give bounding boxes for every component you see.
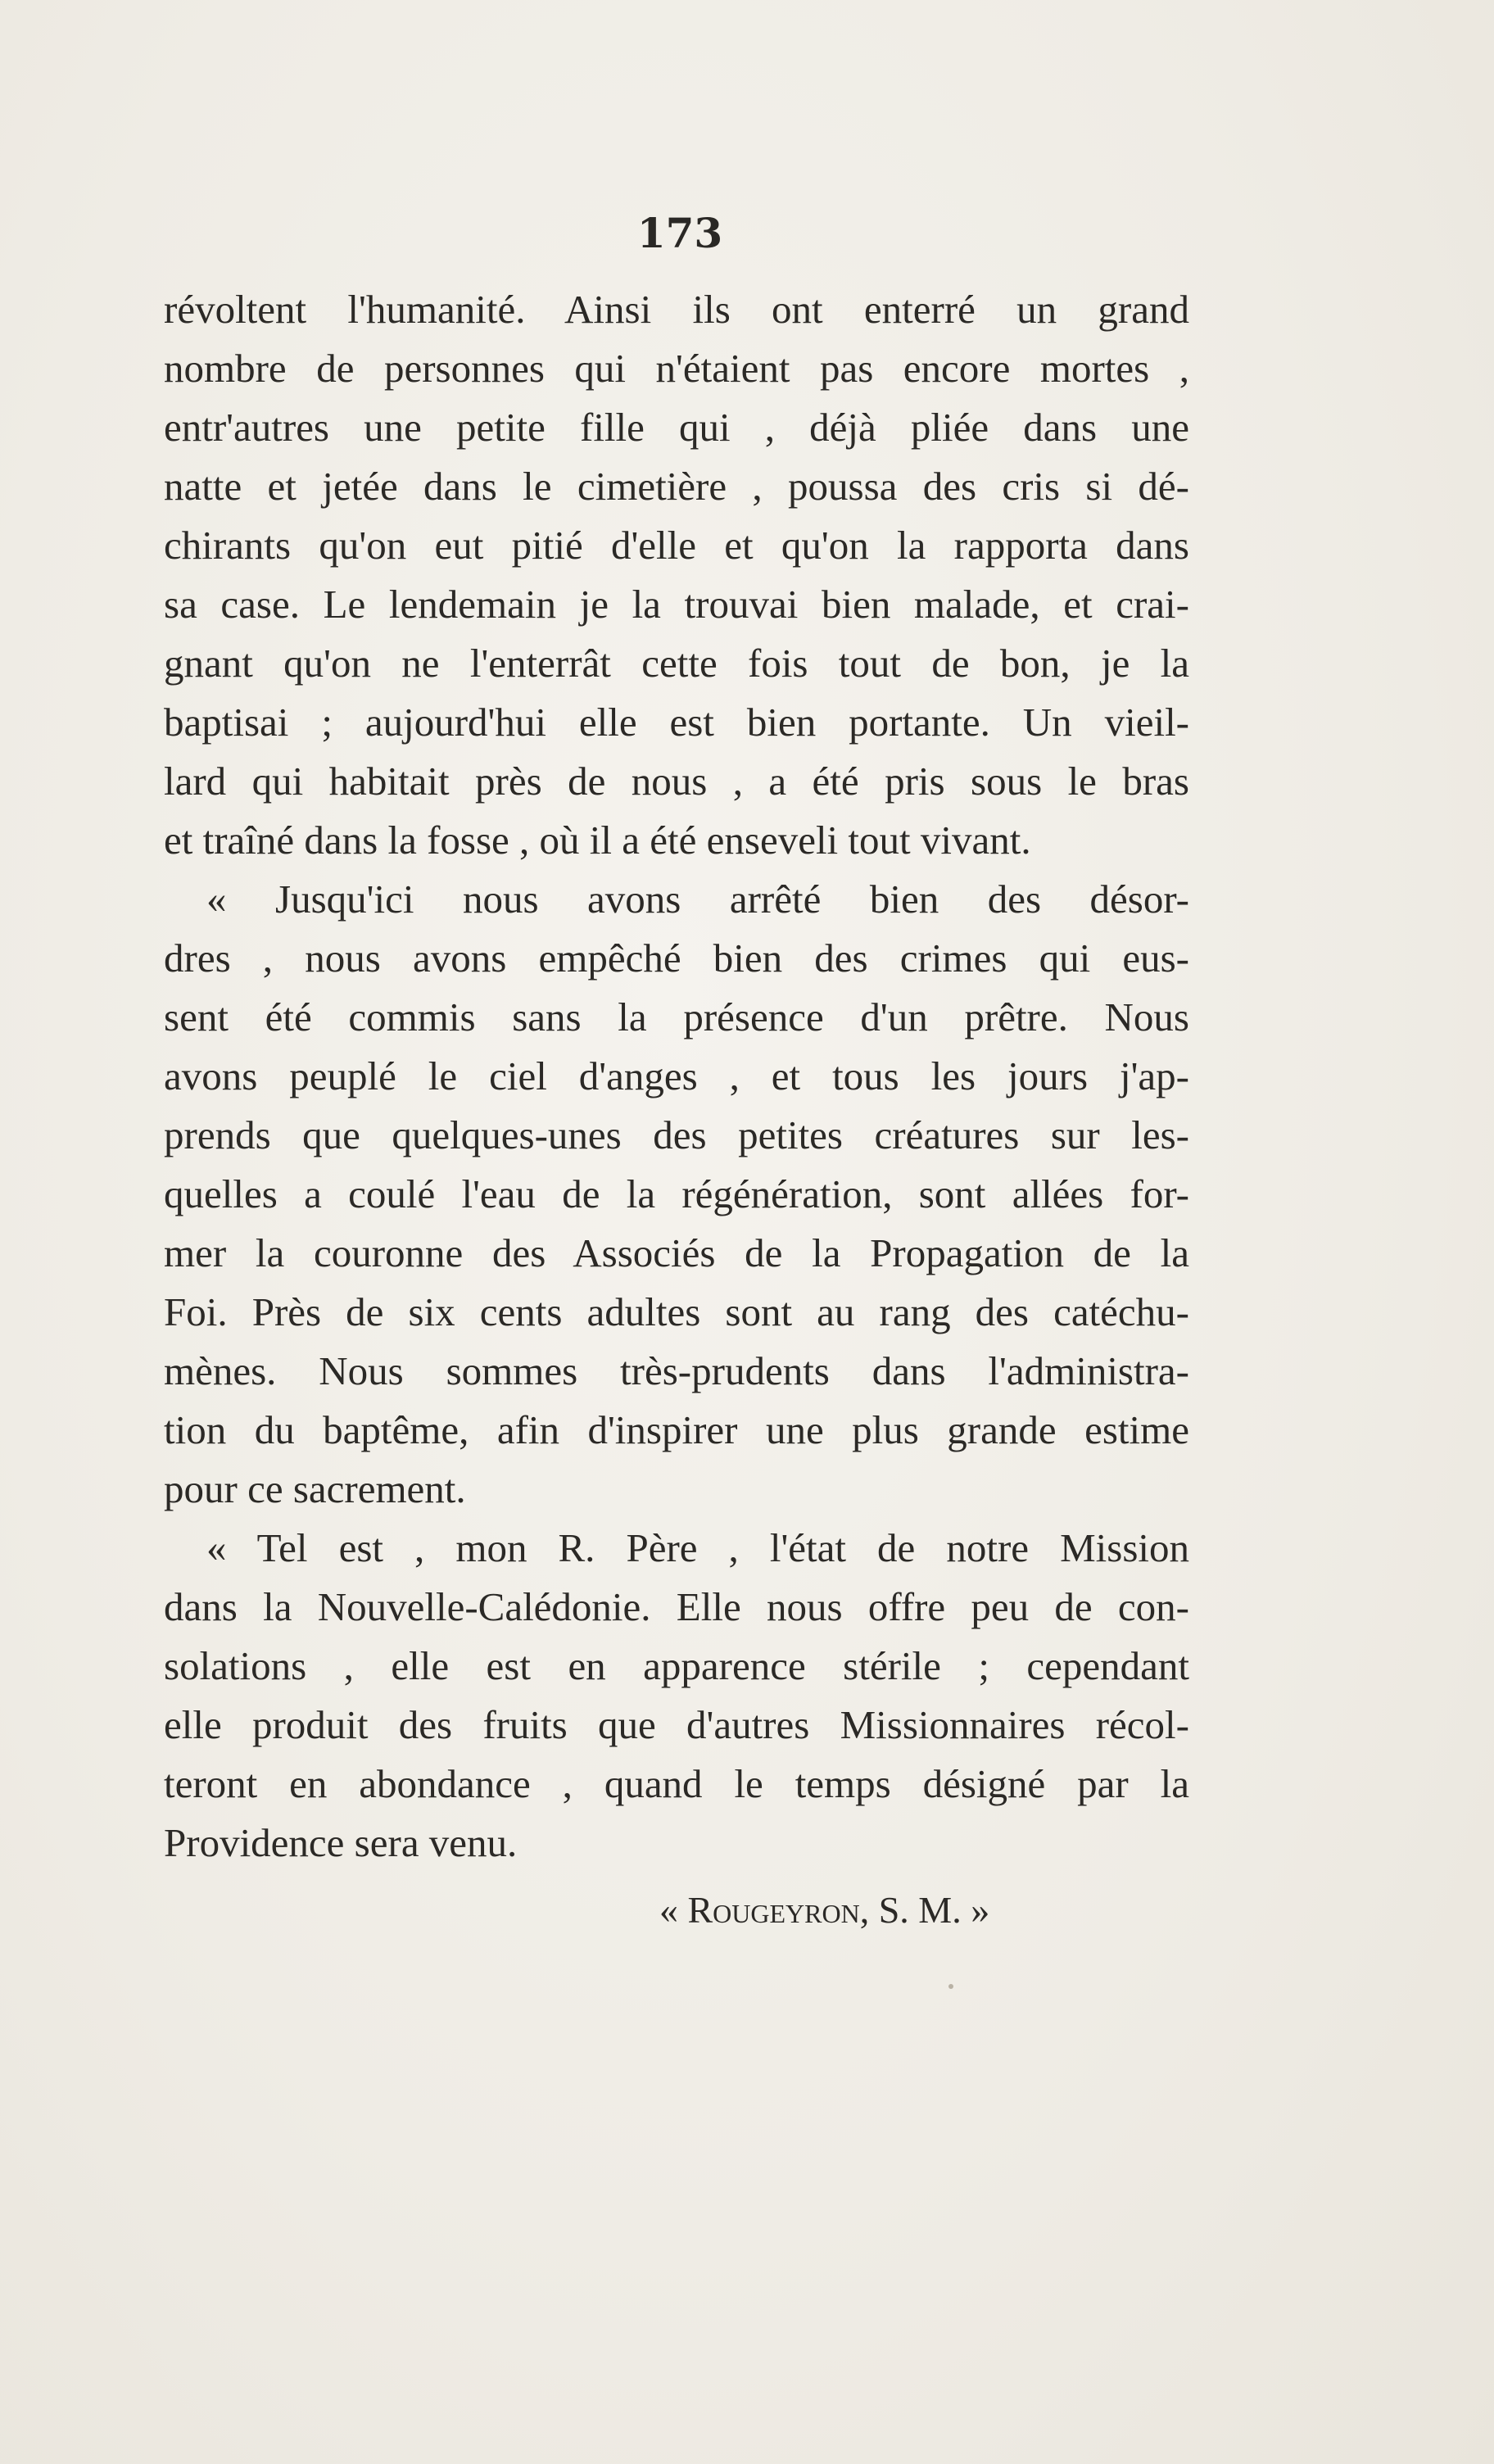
text-line: elle produit des fruits que d'autres Missionnaires récol- [164, 1702, 1189, 1747]
text-line: et traîné dans la fosse , où il a été enseveli tout vivant. [164, 818, 1031, 863]
text-line: nombre de personnes qui n'étaient pas encore mortes , [164, 346, 1189, 391]
page-number: 173 [636, 209, 723, 257]
text-line: natte et jetée dans le cimetière , poussa des cris si dé- [164, 464, 1189, 509]
signature: « Rougeyron, S. M. » [659, 1889, 990, 1931]
text-line: mer la couronne des Associés de la Propagation de la [164, 1230, 1189, 1275]
text-line: sa case. Le lendemain je la trouvai bien malade, et crai- [164, 582, 1189, 627]
text-line: dans la Nouvelle-Calédonie. Elle nous offre peu de con- [164, 1584, 1189, 1629]
text-line: sent été commis sans la présence d'un prêtre. Nous [164, 994, 1189, 1040]
text-line: quelles a coulé l'eau de la régénération, sont allées for- [164, 1171, 1189, 1216]
text-line: Foi. Près de six cents adultes sont au rang des catéchu- [164, 1289, 1189, 1334]
text-line: prends que quelques-unes des petites créatures sur les- [164, 1112, 1189, 1157]
text-line: chirants qu'on eut pitié d'elle et qu'on la rapporta dans [164, 523, 1189, 568]
text-line: teront en abondance , quand le temps désigné par la [164, 1761, 1189, 1806]
text-line: révoltent l'humanité. Ainsi ils ont enterré un grand [164, 287, 1189, 332]
text-line: pour ce sacrement. [164, 1466, 466, 1511]
text-line: entr'autres une petite fille qui , déjà pliée dans une [164, 405, 1189, 450]
text-line: gnant qu'on ne l'enterrât cette fois tout de bon, je la [164, 641, 1189, 686]
text-line: « Tel est , mon R. Père , l'état de notre Mission [206, 1525, 1189, 1570]
text-line: lard qui habitait près de nous , a été pris sous le bras [164, 759, 1189, 804]
text-line: dres , nous avons empêché bien des crimes qui eus- [164, 935, 1189, 981]
text-line: mènes. Nous sommes très-prudents dans l'administra- [164, 1348, 1189, 1393]
text-line: baptisai ; aujourd'hui elle est bien portante. Un vieil- [164, 700, 1189, 745]
text-line: tion du baptême, afin d'inspirer une plus grande estime [164, 1407, 1189, 1452]
text-line: avons peuplé le ciel d'anges , et tous les jours j'ap- [164, 1053, 1189, 1098]
body-text [164, 280, 1189, 1940]
text-line: solations , elle est en apparence stérile ; cependant [164, 1643, 1189, 1688]
text-line: Providence sera venu. [164, 1820, 518, 1865]
text-line: « Jusqu'ici nous avons arrêté bien des désor- [206, 876, 1189, 922]
paper-speck [948, 1984, 953, 1989]
